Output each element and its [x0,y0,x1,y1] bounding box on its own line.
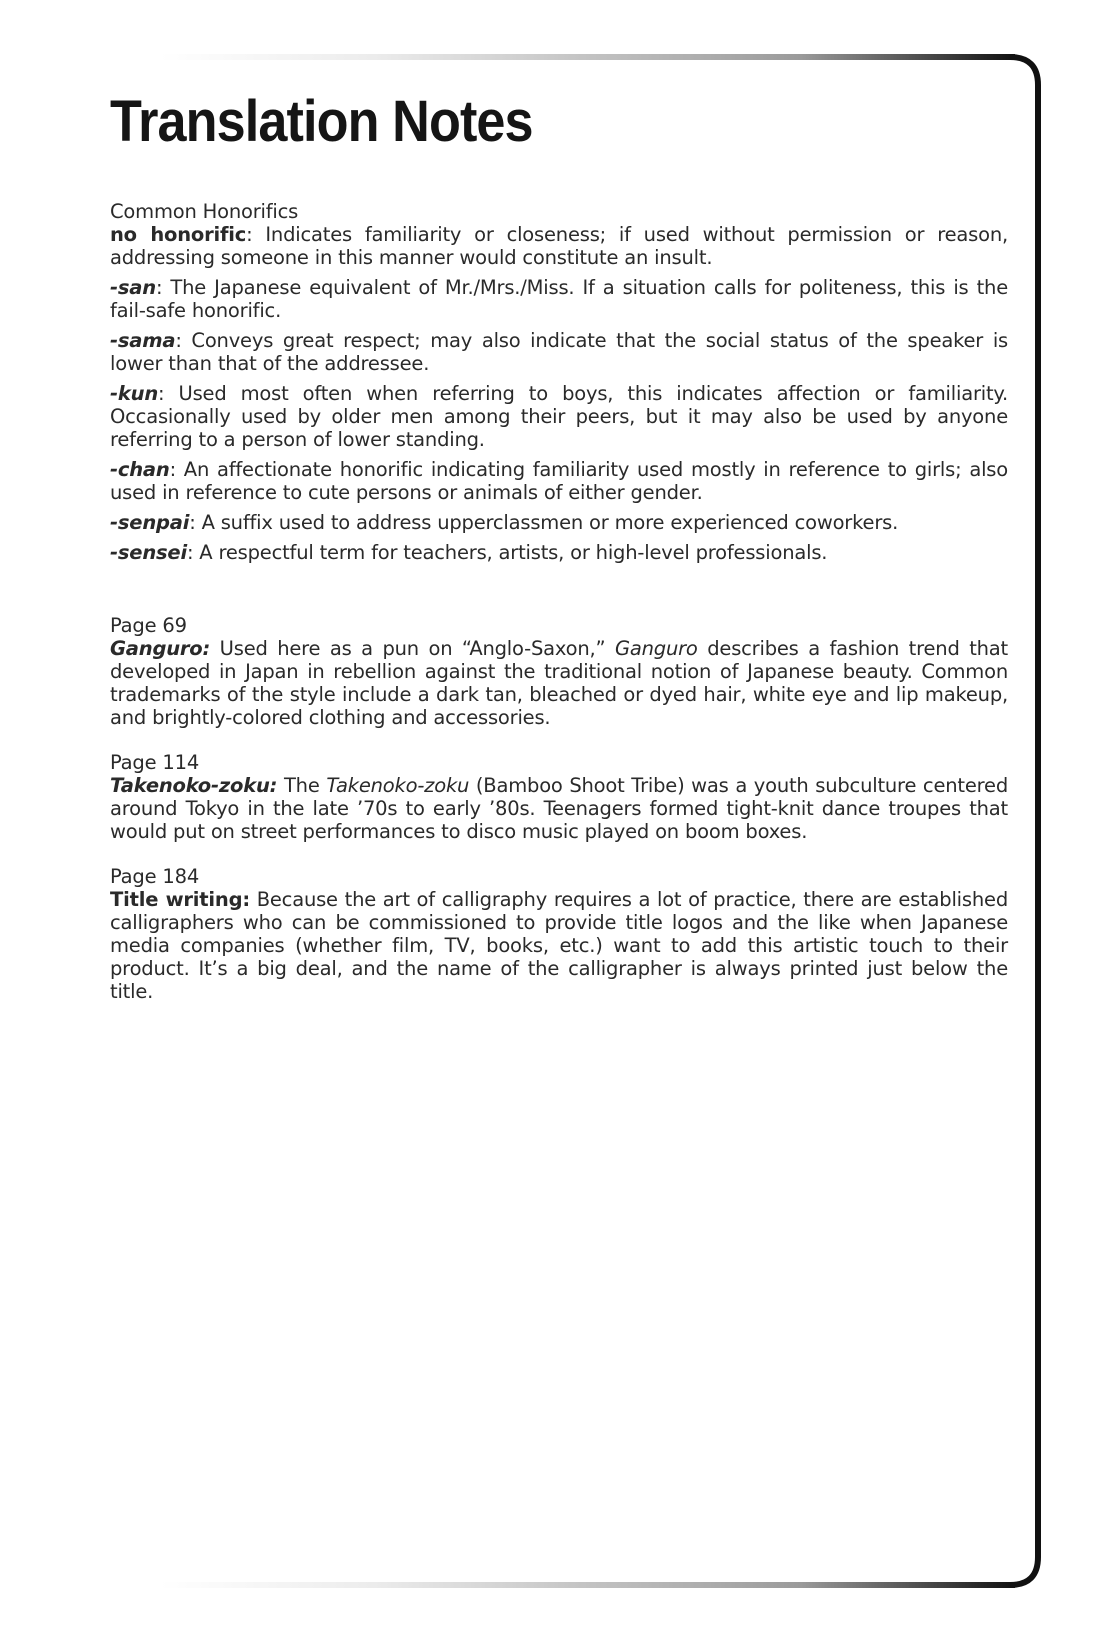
honorific-term: -kun [110,382,159,405]
honorific-description: : Conveys great respect; may also indicate that the social status of the speaker is lower than that of the addressee. [110,329,1008,375]
honorific-description: : Indicates familiarity or closeness; if used without permission or reason, addressing someone in this manner would constitute an insult. [110,223,1008,269]
page-reference: Page 184 [110,865,200,888]
page-reference: Page 69 [110,614,187,637]
honorifics-heading: Common Honorifics [110,200,299,223]
note-term: Ganguro: [110,637,211,660]
honorific-description: : An affectionate honorific indicating familiarity used mostly in reference to girls; also used in reference to cute persons or animals of either gender. [110,458,1008,504]
honorific-term: -san [110,276,156,299]
honorific-term: -senpai [110,511,190,534]
honorific-entry [110,541,1008,564]
note-text: The [277,774,327,797]
honorific-description: : The Japanese equivalent of Mr./Mrs./Miss. If a situation calls for politeness, this is the fail-safe honorific. [110,276,1008,322]
honorific-description: : Used most often when referring to boys, this indicates affection or familiarity. Occasionally used by older men among their peers, but it may also be used by anyone referring to a person of lower standing. [110,382,1008,451]
note-term: Takenoko-zoku: [110,774,278,797]
translation-note [110,774,1008,843]
honorific-entry [110,223,1008,269]
honorific-entry [110,329,1008,375]
honorific-entry [110,382,1008,451]
translation-note [110,637,1008,729]
honorific-description: : A suffix used to address upperclassmen or more experienced coworkers. [189,511,899,534]
note-text: (Bamboo Shoot Tribe) was a youth subculture centered around Tokyo in the late ’70s to early ’80s. Teenagers formed tight-knit dance troupes that would put on street performances to disco music played on boom boxes. [110,774,1009,843]
note-emphasis: Ganguro [614,637,698,660]
honorific-entry [110,276,1008,322]
note-term: Title writing: [110,888,250,911]
honorific-term: -sama [110,329,176,352]
honorific-term: -sensei [110,541,187,564]
honorific-entry [110,511,1008,534]
page-title: Translation Notes [110,89,533,154]
notes-content [110,200,1008,1003]
note-emphasis: Takenoko-zoku [326,774,470,797]
honorific-entry [110,458,1008,504]
right-border [1010,57,1038,1585]
note-text: Used here as a pun on “Anglo-Saxon,” [210,637,615,660]
bottom-border [160,1582,1015,1588]
translation-note [110,888,1008,1003]
honorific-term: no honorific [110,223,247,246]
honorific-description: : A respectful term for teachers, artists, or high-level professionals. [186,541,828,564]
note-text: Because the art of calligraphy requires a lot of practice, there are established calligraphers who can be commissioned to provide title logos and the like when Japanese media companies (whether film, TV, books, etc.) want to add this artistic touch to their product. It’s a big deal, and the name of the calligrapher is always printed just below the title. [110,888,1008,1003]
note-text: describes a fashion trend that developed in Japan in rebellion against the traditional notion of Japanese beauty. Common trademarks of the style include a dark tan, bleached or dyed hair, white eye and lip makeup, and brightly-colored clothing and accessories. [110,637,1008,729]
page-reference: Page 114 [110,751,200,774]
top-border [160,54,1015,60]
honorific-term: -chan [110,458,170,481]
